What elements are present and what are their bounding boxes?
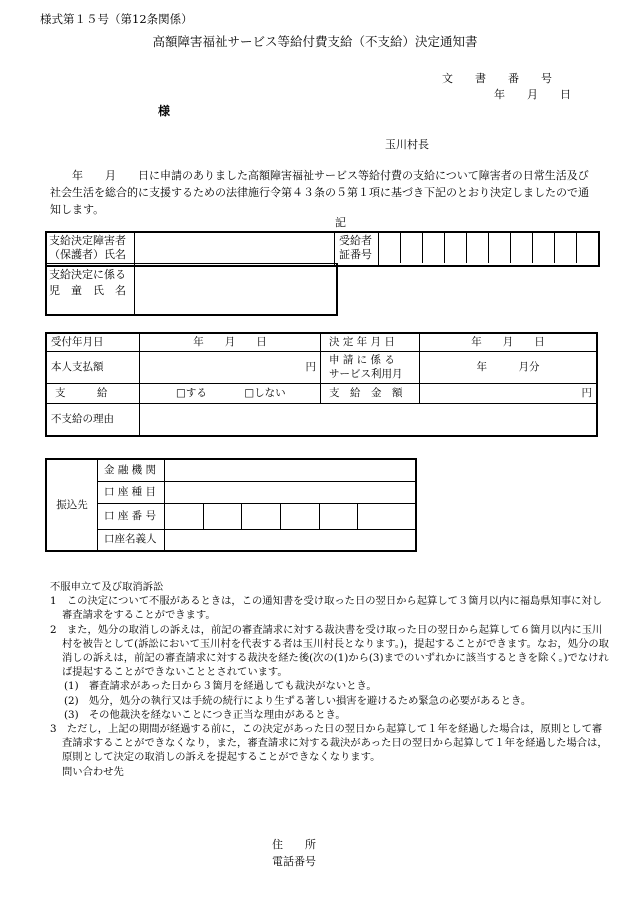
cert-number-boxes[interactable]	[379, 233, 597, 263]
recipient-name-field[interactable]	[136, 233, 332, 263]
ki-mark: 記	[335, 216, 346, 229]
notes-item-3: 3 ただし，上記の期間が経過する前に，この決定があった日の翌日から起算して１年を経過した場合は，原則として審査請求することができなくなり，また，審査請求に対する裁決があった日の翌日から起算して１年を経過した場合は，原則として決定の取消しの訴えを提起することができなくなります。	[50, 723, 608, 764]
cert-number-label-1: 受給者	[339, 234, 372, 247]
phone-label: 電話番号	[272, 855, 316, 868]
payment-label: 支 給	[46, 383, 140, 403]
option-no-pay-checkbox[interactable]: □しない	[244, 386, 286, 399]
recipient-table	[45, 231, 598, 315]
account-digit-box[interactable]	[203, 503, 242, 529]
date-label: 年 月 日	[494, 88, 571, 101]
decision-date-label: 決 定 年 月 日	[321, 333, 420, 351]
amount-value[interactable]: 円	[420, 383, 598, 403]
account-type-field[interactable]	[165, 481, 417, 503]
notes-sub-3: (3) その他裁決を経ないことにつき正当な理由があるとき。	[64, 708, 346, 721]
contact-heading: 問い合わせ先	[62, 765, 124, 778]
bank-field[interactable]	[165, 459, 417, 481]
decision-date-value[interactable]: 年 月 日	[420, 333, 598, 351]
form-number: 様式第１５号（第12条関係）	[40, 12, 193, 26]
appeal-notes	[50, 580, 610, 779]
issuer-name: 玉川村長	[385, 138, 429, 151]
service-month-label-2: サービス利用月	[329, 368, 403, 380]
notes-item-2: 2 また，処分の取消しの訴えは，前記の審査請求に対する裁決書を受け取った日の翌日から起算して６箇月以内に玉川村を被告として(訴訟において玉川村を代表する者は玉川村長となります。)，提起することができます。なお，処分の取消しの訴えは，前記の審査請求に対する裁決を経た後(次の(1)から(3)までのいずれかに該当するときを除く。)でなければ提起することができないこととされています。	[50, 623, 609, 679]
self-pay-label: 本人支払額	[46, 351, 140, 383]
reason-field[interactable]	[140, 403, 598, 436]
notes-sub-1: (1) 審査請求があった日から３箇月を経過しても裁決がないとき。	[64, 680, 377, 693]
recipient-name-label-1: 支給決定障害者	[49, 234, 126, 247]
account-digit-box[interactable]	[281, 503, 320, 529]
intro-text: 年 月 日に申請のありました高額障害福祉サービス等給付費の支給について障害者の日常生活及び社会生活を総合的に支援するための法律施行令第４３条の５第１項に基づき下記のとおり決定しましたので通知します。	[50, 169, 589, 216]
account-digit-box[interactable]	[165, 503, 204, 529]
bank-table	[45, 458, 417, 552]
option-pay-checkbox[interactable]: □する	[176, 386, 207, 399]
recipient-suffix: 様	[158, 104, 171, 118]
address-label: 住 所	[272, 838, 316, 851]
child-name-field[interactable]	[136, 265, 332, 313]
doc-number-label: 文 書 番 号	[442, 72, 552, 85]
account-digit-box[interactable]	[319, 503, 358, 529]
self-pay-value[interactable]: 円	[140, 351, 321, 383]
document-title: 高額障害福祉サービス等給付費支給（不支給）決定通知書	[152, 34, 478, 49]
received-date-label: 受付年月日	[46, 333, 140, 351]
account-number-label: 口 座 番 号	[98, 503, 165, 529]
notes-heading: 不服申立て及び取消訴訟	[50, 581, 164, 593]
notes-item-1: 1 この決定について不服があるときは，この通知書を受け取った日の翌日から起算して３箇月以内に福島県知事に対し審査請求をすることができます。	[50, 595, 603, 622]
amount-label: 支 給 金 額	[321, 383, 420, 403]
recipient-name-label-2: （保護者）氏名	[49, 248, 126, 261]
child-name-label-1: 支給決定に係る	[49, 268, 126, 281]
child-name-label-2: 児 童 氏 名	[49, 284, 126, 297]
account-holder-field[interactable]	[165, 529, 417, 551]
notes-sub-2: (2) 処分，処分の執行又は手続の続行により生ずる著しい損害を避けるため緊急の必要があるとき。	[64, 694, 532, 707]
account-holder-label: 口座名義人	[98, 529, 165, 551]
reason-label: 不支給の理由	[46, 403, 140, 436]
account-digit-box[interactable]	[358, 503, 416, 529]
transfer-label: 振込先	[46, 459, 98, 551]
decision-table	[45, 332, 598, 437]
account-digit-box[interactable]	[242, 503, 281, 529]
received-date-value[interactable]: 年 月 日	[140, 333, 321, 351]
bank-label: 金 融 機 関	[98, 459, 165, 481]
service-month-label-1: 申 請 に 係 る	[329, 354, 395, 366]
service-month-value[interactable]: 年 月分	[420, 351, 598, 383]
cert-number-label-2: 証番号	[339, 248, 372, 261]
account-type-label: 口 座 種 目	[98, 481, 165, 503]
